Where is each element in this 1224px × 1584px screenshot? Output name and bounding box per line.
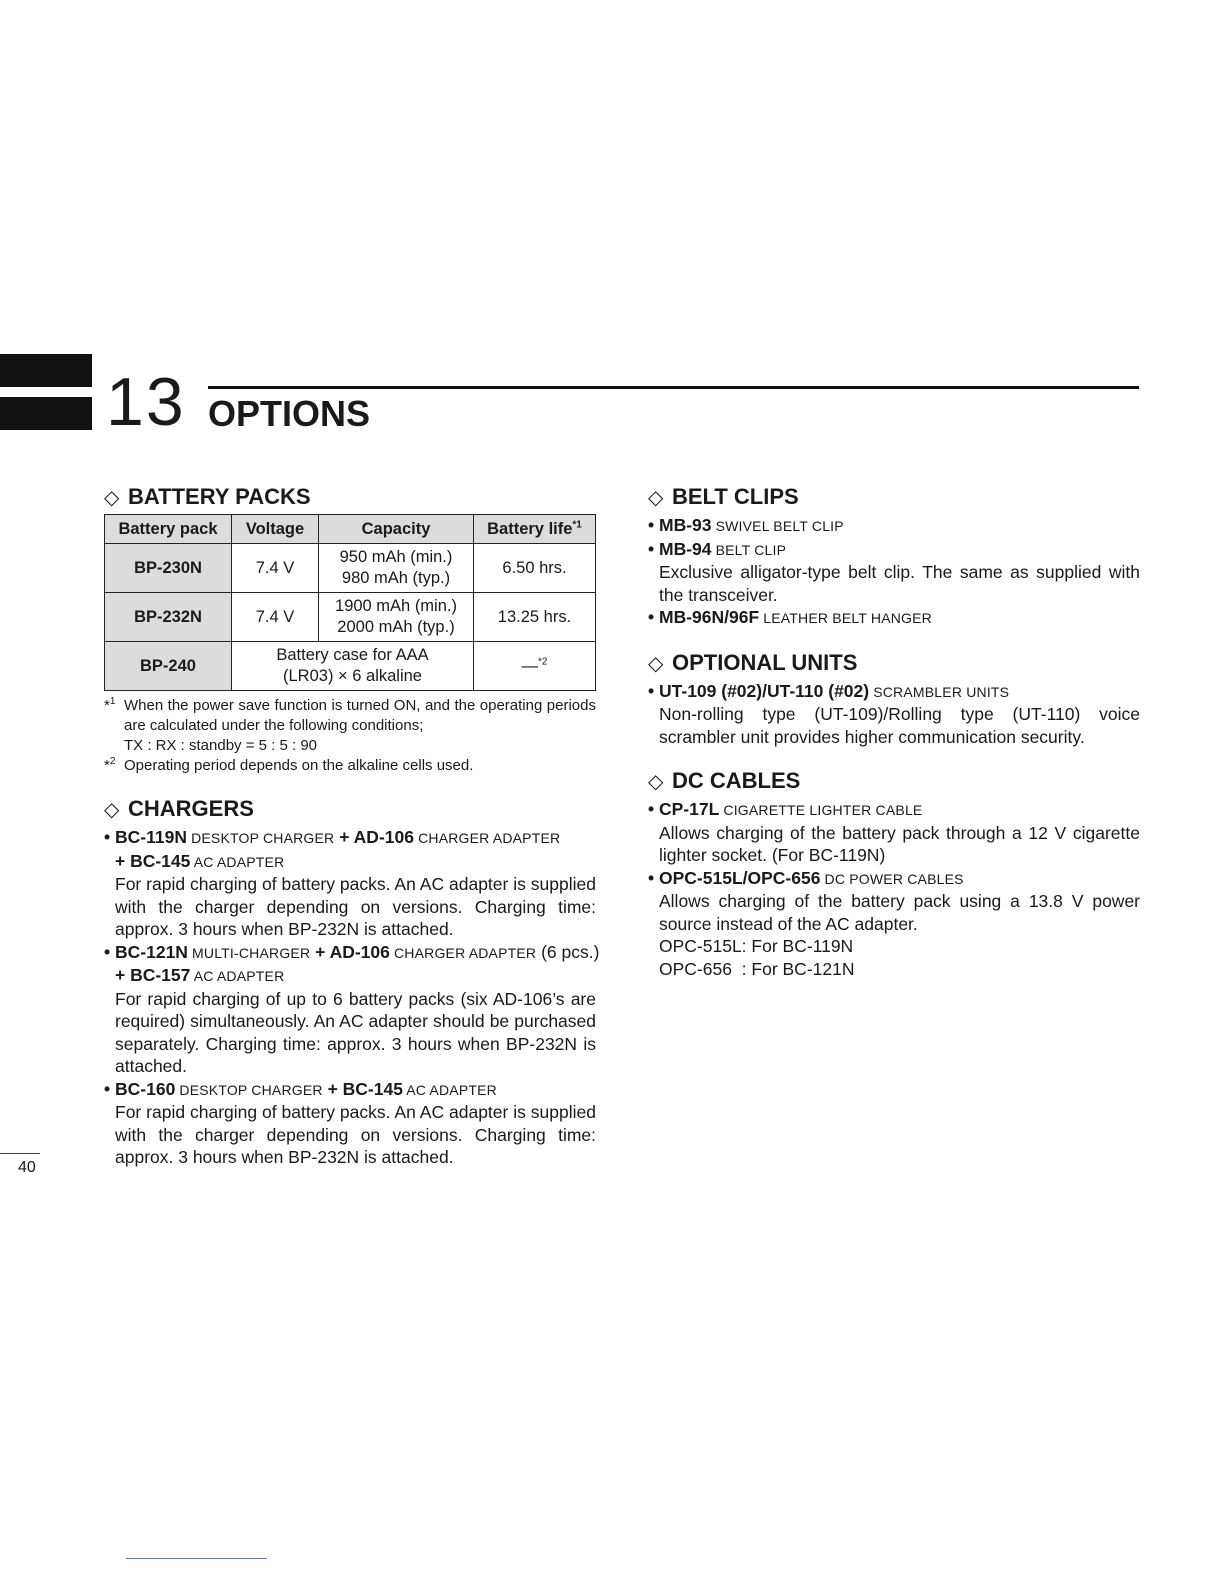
diamond-icon: ◇ (648, 487, 664, 509)
item-model: MB-94 (659, 538, 712, 559)
page-rule (0, 1153, 40, 1154)
item-description: For rapid charging of battery packs. An AC adapter is supplied with the charger depending on versions. Charging time: approx. 3 hours when BP-232N is attached. (115, 874, 596, 939)
battery-voltage: 7.4 V (232, 593, 319, 642)
item-type: MULTI-CHARGER (187, 944, 311, 961)
chapter-tab-bar-top (0, 354, 92, 387)
item-model: MB-93 (659, 515, 712, 535)
item-description: For rapid charging of battery packs. An AC adapter is supplied with the charger depending on versions. Charging time: approx. 3 hours when BP-232N is attached. (115, 1102, 596, 1167)
bullet-icon: • (104, 941, 111, 962)
item-model: MB-96N/96F (659, 607, 760, 627)
bullet-icon: • (648, 607, 655, 627)
item-type: BELT CLIP (711, 541, 787, 558)
battery-life: 13.25 hrs. (474, 593, 596, 642)
footnote-mark: *$^1$ (104, 696, 116, 714)
item-type: LEATHER BELT HANGER (759, 610, 932, 626)
column-header: Battery pack (105, 515, 232, 544)
footnote-mark: *$^2$ (104, 756, 116, 774)
chapter-title: OPTIONS (208, 393, 371, 434)
footnote-text: When the power save function is turned ON, and the operating periods are calculated under the following conditions; (124, 697, 596, 734)
footnote (104, 696, 596, 756)
item-model: + BC-145 (115, 850, 191, 871)
bullet-icon: • (648, 680, 655, 701)
bullet-icon: • (648, 867, 655, 888)
right-column (648, 484, 1140, 980)
bullet-icon: • (104, 1078, 111, 1099)
item-model: BC-121N (115, 941, 188, 962)
battery-capacity: 1900 mAh (min.) 2000 mAh (typ.) (319, 593, 474, 642)
item-model: BC-119N (115, 827, 187, 847)
item-model: + BC-145 (322, 1078, 403, 1099)
column-header: Voltage (232, 515, 319, 544)
list-item (104, 826, 596, 941)
item-model: OPC-515L/OPC-656 (659, 867, 821, 888)
belt-clips-list (648, 514, 1140, 630)
item-model: CP-17L (659, 799, 720, 819)
battery-life: —$^{*2}$ (474, 642, 596, 691)
list-item (648, 867, 1140, 981)
diamond-icon: ◇ (104, 799, 120, 821)
item-note: OPC-515L: For BC-119N (659, 936, 854, 956)
item-note: OPC-656 : For BC-121N (659, 958, 855, 979)
item-description: Allows charging of the battery pack using a 13.8 V power source instead of the AC adapter. (659, 891, 1140, 934)
chapter-tab-bar-bottom (0, 397, 92, 430)
section-heading-battery: ◇ BATTERY PACKS (104, 484, 311, 509)
item-description: Exclusive alligator-type belt clip. The same as supplied with the transceiver. (659, 562, 1140, 605)
item-type: DC POWER CABLES (820, 870, 964, 887)
section-heading-chargers: ◇ CHARGERS (104, 796, 254, 821)
footnote (104, 756, 596, 776)
bullet-icon: • (648, 538, 655, 559)
bullet-icon: • (648, 799, 655, 819)
battery-capacity: 950 mAh (min.) 980 mAh (typ.) (319, 544, 474, 593)
left-column (104, 484, 600, 1169)
chapter-number: 13 (106, 364, 186, 440)
table-header-row (105, 515, 596, 544)
list-item (648, 680, 1140, 749)
bullet-icon: • (104, 827, 111, 847)
column-header (474, 515, 596, 544)
item-description: For rapid charging of up to 6 battery packs (six AD-106’s are required) simultaneously. An AC adapter should be purchased separately. Charging time: approx. 3 hours when BP-232N is attached. (115, 988, 596, 1076)
item-model: + BC-157 (115, 965, 191, 985)
battery-life: 6.50 hrs. (474, 544, 596, 593)
bullet-icon: • (648, 515, 655, 535)
item-type: CHARGER ADAPTER (413, 830, 561, 846)
item-type: CIGARETTE LIGHTER CABLE (719, 802, 923, 818)
item-type: AC ADAPTER (190, 968, 285, 984)
list-item (648, 514, 1140, 538)
item-type: SCRAMBLER UNITS (869, 683, 1010, 700)
item-type: (6 pcs.) (536, 941, 600, 962)
battery-voltage: 7.4 V (232, 544, 319, 593)
list-item (104, 1078, 596, 1169)
diamond-icon: ◇ (648, 652, 664, 675)
section-heading-dc-cables: ◇ DC CABLES (648, 768, 801, 793)
list-item (104, 941, 600, 1078)
bottom-link-line (126, 1558, 267, 1559)
diamond-icon: ◇ (648, 771, 664, 793)
section-heading-optional-units: ◇ OPTIONAL UNITS (648, 649, 858, 675)
chargers-list (104, 826, 600, 1169)
chapter-rule (208, 386, 1139, 389)
item-description: Allows charging of the battery pack through a 12 V cigarette lighter socket. (For BC-119N) (659, 822, 1140, 865)
list-item (648, 606, 1140, 630)
item-type: SWIVEL BELT CLIP (711, 518, 844, 534)
list-item (648, 538, 1140, 607)
footnote-text: TX : RX : standby = 5 : 5 : 90 (124, 737, 318, 754)
battery-table (104, 514, 596, 691)
item-description: Non-rolling type (UT-109)/Rolling type (UT-110) voice scrambler unit provides higher communication security. (659, 704, 1140, 747)
table-row (105, 593, 596, 642)
item-model: + AD-106 (334, 827, 414, 847)
column-header-text: Battery life$^{*1}$ (487, 519, 582, 538)
item-type: AC ADAPTER (190, 853, 285, 870)
section-heading-belt-clips: ◇ BELT CLIPS (648, 484, 799, 509)
item-type: DESKTOP CHARGER (175, 1081, 323, 1098)
battery-case: Battery case for AAA (LR03) × 6 alkaline (232, 642, 474, 691)
optional-units-list (648, 680, 1140, 749)
battery-model: BP-232N (105, 593, 232, 642)
battery-model: BP-230N (105, 544, 232, 593)
item-type: DESKTOP CHARGER (186, 830, 335, 846)
battery-model: BP-240 (105, 642, 232, 691)
table-row (105, 544, 596, 593)
footnotes (104, 696, 596, 776)
column-header: Capacity (319, 515, 474, 544)
footnote-text: Operating period depends on the alkaline cells used. (124, 757, 474, 774)
table-row (105, 642, 596, 691)
item-model: BC-160 (115, 1078, 176, 1099)
diamond-icon: ◇ (104, 487, 120, 509)
item-type: AC ADAPTER (402, 1081, 497, 1098)
item-model: + AD-106 (310, 941, 390, 962)
list-item (648, 798, 1140, 867)
page-number: 40 (18, 1159, 36, 1176)
item-type: CHARGER ADAPTER (389, 944, 537, 961)
dc-cables-list (648, 798, 1140, 980)
item-model: UT-109 (#02)/UT-110 (#02) (659, 680, 870, 701)
